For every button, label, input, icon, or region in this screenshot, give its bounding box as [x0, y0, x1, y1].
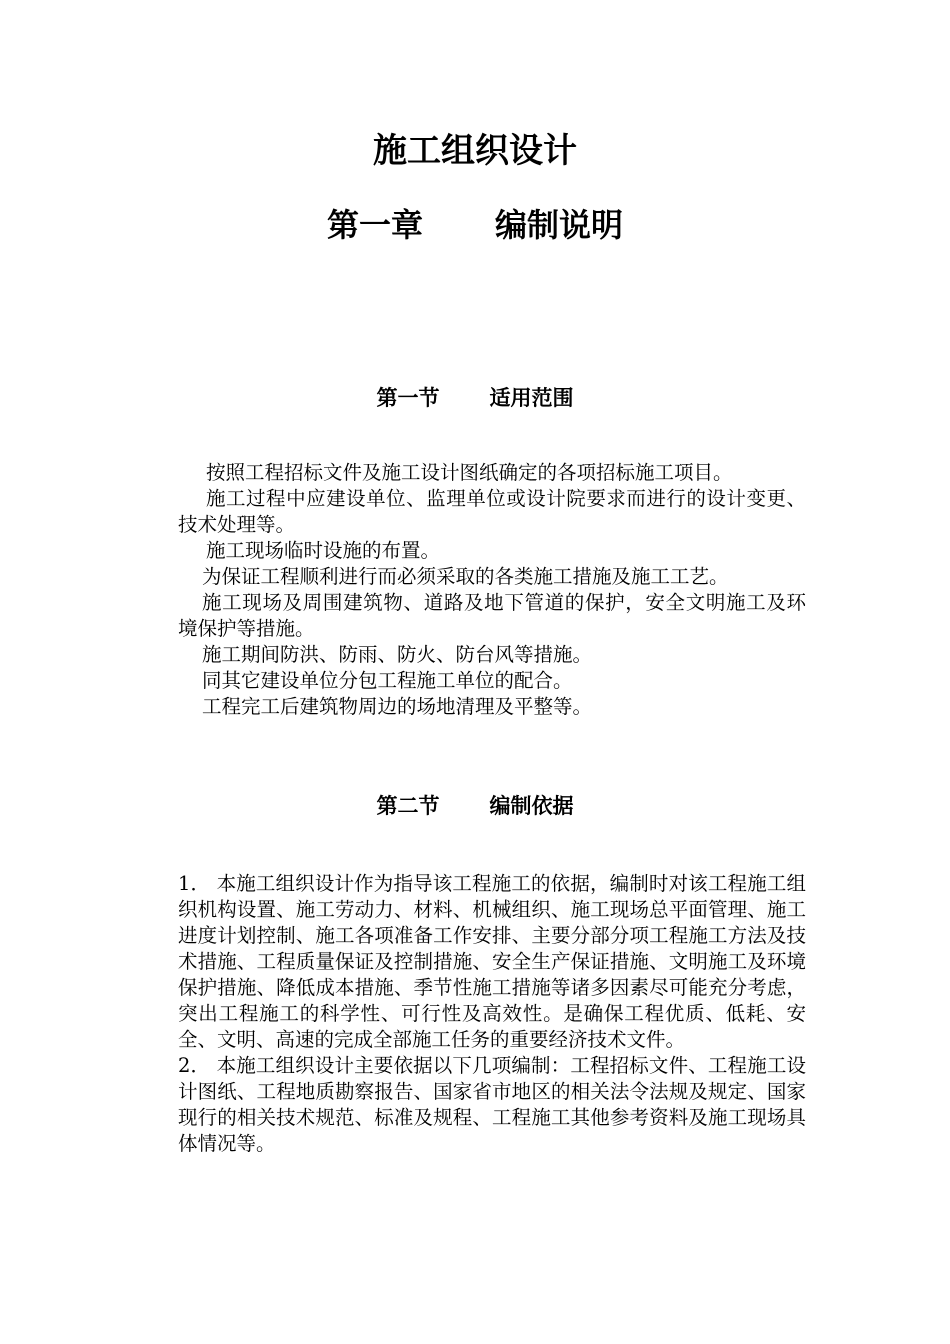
scope-item: 为保证工程顺利进行而必须采取的各类施工措施及施工工艺。 [202, 565, 729, 588]
section-name: 适用范围 [489, 386, 574, 410]
scope-item: 施工期间防洪、防雨、防火、防台风等措施。 [202, 643, 593, 666]
section-number: 第一节 [376, 386, 440, 410]
section-heading-scope [0, 383, 950, 413]
section-heading-basis [0, 791, 950, 821]
scope-item: 施工现场临时设施的布置。 [206, 539, 441, 562]
chapter-name: 编制说明 [495, 206, 624, 244]
chapter-heading [0, 202, 950, 248]
basis-list [178, 871, 806, 1157]
scope-item: 施工过程中应建设单位、监理单位或设计院要求而进行的设计变更、技术处理等。 [178, 487, 806, 536]
chapter-number: 第一章 [326, 206, 423, 244]
scope-list [178, 460, 806, 720]
basis-item: 2． 本施工组织设计主要依据以下几项编制：工程招标文件、工程施工设计图纸、工程地质勘察报告、国家省市地区的相关法令法规及规定、国家现行的相关技术规范、标准及规程、工程施工其他参考资料及施工现场具体情况等。 [178, 1054, 806, 1155]
document-title: 施工组织设计 [373, 131, 577, 171]
basis-item: 1． 本施工组织设计作为指导该工程施工的依据，编制时对该工程施工组织机构设置、施工劳动力、材料、机械组织、施工现场总平面管理、施工进度计划控制、施工各项准备工作安排、主要分部分项工程施工方法及技术措施、工程质量保证及控制措施、安全生产保证措施、文明施工及环境保护措施、降低成本措施、季节性施工措施等诸多因素尽可能充分考虑，突出工程施工的科学性、可行性及高效性。是确保工程优质、低耗、安全、文明、高速的完成全部施工任务的重要经济技术文件。 [178, 872, 806, 1051]
section-name: 编制依据 [489, 794, 574, 818]
scope-item: 工程完工后建筑物周边的场地清理及平整等。 [202, 695, 593, 718]
scope-item: 按照工程招标文件及施工设计图纸确定的各项招标施工项目。 [206, 461, 733, 484]
scope-item: 施工现场及周围建筑物、道路及地下管道的保护，安全文明施工及环境保护等措施。 [178, 591, 806, 640]
section-number: 第二节 [376, 794, 440, 818]
scope-item: 同其它建设单位分包工程施工单位的配合。 [202, 669, 573, 692]
